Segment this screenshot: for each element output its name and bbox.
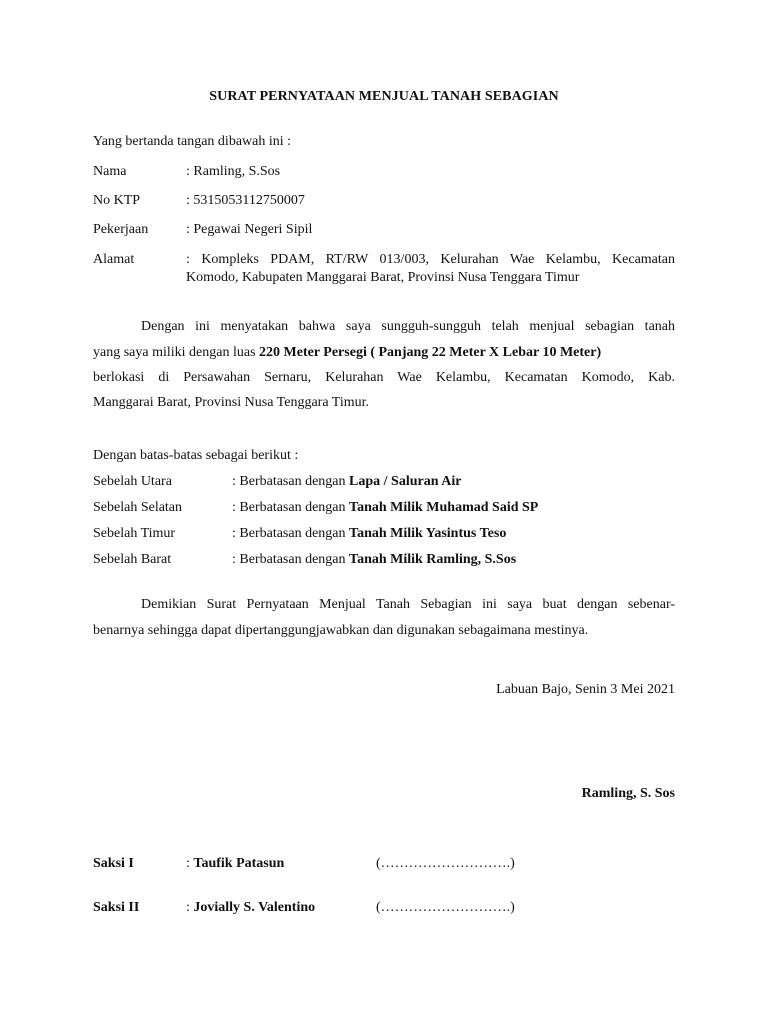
boundary-north-prefix: : Berbatasan dengan (232, 474, 350, 489)
boundary-south-label: Sebelah Selatan (93, 500, 183, 515)
witness-1-colon: : (186, 856, 194, 871)
closing-line-2: benarnya sehingga dapat dipertanggungjawabkan dan digunakan sebagaimana mestinya. (93, 623, 589, 638)
witness-2-label: Saksi II (93, 900, 140, 915)
intro-text: Yang bertanda tangan dibawah ini : (93, 134, 292, 149)
boundary-north-label: Sebelah Utara (93, 474, 172, 489)
boundary-east-value (232, 525, 506, 543)
job-value: : Pegawai Negeri Sipil (186, 222, 313, 237)
boundary-west-owner: Tanah Milik Ramling, S.Sos (349, 552, 517, 567)
statement-line-2 (93, 344, 601, 362)
name-value: : Ramling, S.Sos (186, 164, 281, 179)
address-label: Alamat (93, 252, 135, 267)
boundary-north-owner: Lapa / Saluran Air (349, 474, 462, 489)
address-line-1: : Kompleks PDAM, RT/RW 013/003, Kelurahan Wae Kelambu, Kecamatan (186, 252, 675, 267)
name-label: Nama (93, 164, 127, 179)
signatory-name: Ramling, S. Sos (581, 786, 675, 801)
boundaries-intro: Dengan batas-batas sebagai berikut : (93, 448, 299, 463)
boundary-west-prefix: : Berbatasan dengan (232, 552, 350, 567)
boundary-south-prefix: : Berbatasan dengan (232, 500, 350, 515)
boundary-east-prefix: : Berbatasan dengan (232, 526, 350, 541)
witness-1-name (186, 855, 284, 873)
statement-line-2-text: yang saya miliki dengan luas (93, 345, 260, 360)
witness-2-colon: : (186, 900, 194, 915)
boundary-west-label: Sebelah Barat (93, 552, 172, 567)
witness-2-signature-line: (……………………….) (376, 900, 515, 915)
witness-1-label: Saksi I (93, 856, 134, 871)
land-area-text: 220 Meter Persegi ( Panjang 22 Meter X Lebar 10 Meter) (259, 345, 602, 360)
boundary-north-value (232, 473, 461, 491)
place-date: Labuan Bajo, Senin 3 Mei 2021 (496, 682, 675, 697)
statement-line-3: berlokasi di Persawahan Sernaru, Kelurahan Wae Kelambu, Kecamatan Komodo, Kab. (93, 370, 675, 385)
statement-line-4: Manggarai Barat, Provinsi Nusa Tenggara Timur. (93, 395, 370, 410)
boundary-east-label: Sebelah Timur (93, 526, 176, 541)
witness-1-person: Taufik Patasun (193, 856, 285, 871)
witness-2-name (186, 899, 315, 917)
job-label: Pekerjaan (93, 222, 149, 237)
witness-1-signature-line: (……………………….) (376, 856, 515, 871)
boundary-east-owner: Tanah Milik Yasintus Teso (349, 526, 507, 541)
ktp-value: : 5315053112750007 (186, 193, 305, 208)
ktp-label: No KTP (93, 193, 141, 208)
closing-line-1: Demikian Surat Pernyataan Menjual Tanah Sebagian ini saya buat dengan sebenar- (141, 597, 675, 612)
document-title: SURAT PERNYATAAN MENJUAL TANAH SEBAGIAN (209, 89, 559, 104)
witness-2-person: Jovially S. Valentino (193, 900, 316, 915)
boundary-south-value (232, 499, 538, 517)
statement-line-1: Dengan ini menyatakan bahwa saya sungguh-sungguh telah menjual sebagian tanah (141, 319, 675, 334)
boundary-west-value (232, 551, 516, 569)
boundary-south-owner: Tanah Milik Muhamad Said SP (349, 500, 539, 515)
address-line-2: Komodo, Kabupaten Manggarai Barat, Provinsi Nusa Tenggara Timur (186, 270, 580, 285)
